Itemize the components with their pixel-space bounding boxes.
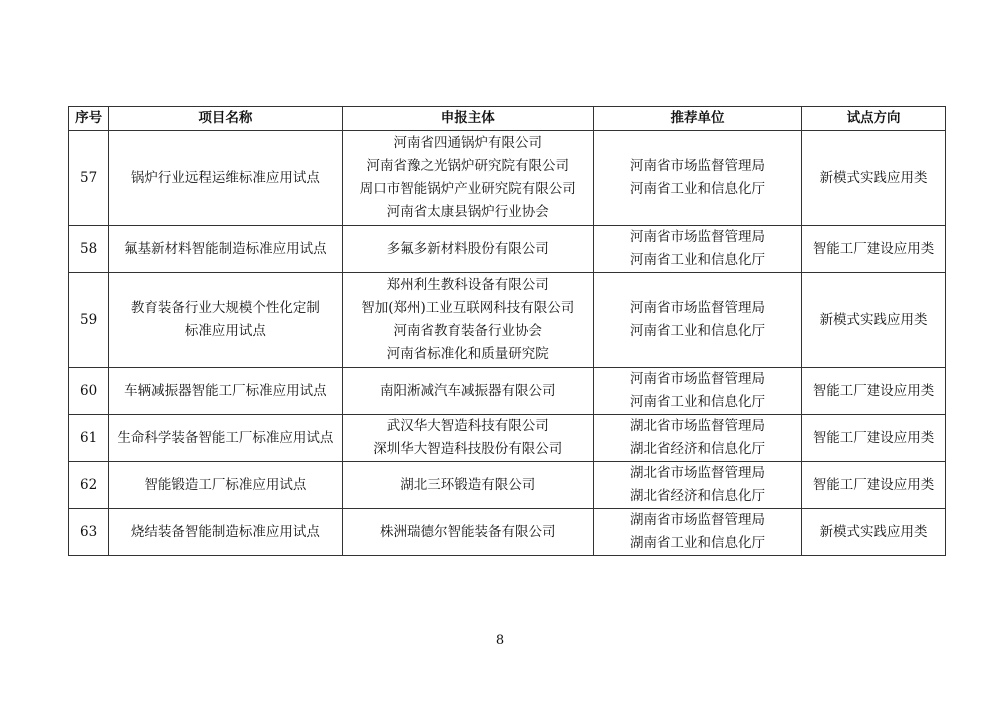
cell-project-name-line: 生命科学装备智能工厂标准应用试点 (117, 429, 334, 446)
cell-project-name (109, 415, 342, 462)
cell-recommending-unit-line: 河南省市场监督管理局 (630, 158, 766, 174)
table-row (69, 368, 946, 415)
cell-pilot-direction: 智能工厂建设应用类 (802, 226, 946, 273)
cell-serial-number: 63 (69, 509, 109, 556)
cell-applicant-line: 河南省标准化和质量研究院 (386, 346, 549, 362)
cell-recommending-unit-line: 河南省工业和信息化厅 (630, 181, 766, 197)
cell-serial-number: 57 (69, 131, 109, 226)
cell-applicant-line: 河南省教育装备行业协会 (393, 323, 542, 339)
cell-serial-number: 62 (69, 462, 109, 509)
header-recommending-unit: 推荐单位 (593, 107, 801, 131)
cell-recommending-unit (593, 226, 801, 273)
cell-applicant-line: 周口市智能锅炉产业研究院有限公司 (359, 181, 576, 197)
cell-project-name-line: 烧结装备智能制造标准应用试点 (130, 523, 320, 540)
header-applicant: 申报主体 (342, 107, 593, 131)
cell-recommending-unit (593, 509, 801, 556)
cell-applicant-line: 深圳华大智造科技股份有限公司 (373, 441, 563, 457)
cell-recommending-unit-line: 湖北省经济和信息化厅 (630, 488, 766, 504)
pilot-projects-table (68, 106, 946, 556)
table-row (69, 462, 946, 509)
cell-recommending-unit-line: 河南省市场监督管理局 (630, 229, 766, 245)
cell-applicant-line: 河南省豫之光锅炉研究院有限公司 (366, 158, 569, 174)
cell-project-name-line: 车辆减振器智能工厂标准应用试点 (124, 382, 327, 399)
cell-recommending-unit-line: 河南省工业和信息化厅 (630, 394, 766, 410)
cell-applicant (342, 415, 593, 462)
cell-project-name (109, 509, 342, 556)
cell-pilot-direction: 新模式实践应用类 (802, 131, 946, 226)
cell-recommending-unit-line: 河南省市场监督管理局 (630, 300, 766, 316)
page-number: 8 (495, 633, 505, 648)
cell-applicant (342, 368, 593, 415)
cell-project-name (109, 368, 342, 415)
cell-applicant-line: 智加(郑州)工业互联网科技有限公司 (361, 300, 575, 316)
cell-serial-number: 60 (69, 368, 109, 415)
table-row (69, 509, 946, 556)
header-project-name: 项目名称 (109, 107, 342, 131)
cell-applicant-line: 河南省太康县锅炉行业协会 (386, 204, 549, 220)
cell-recommending-unit-line: 河南省工业和信息化厅 (630, 323, 766, 339)
cell-project-name-line: 标准应用试点 (184, 323, 266, 339)
cell-serial-number: 58 (69, 226, 109, 273)
header-serial-number: 序号 (69, 107, 109, 131)
cell-applicant (342, 226, 593, 273)
cell-recommending-unit (593, 415, 801, 462)
table-row (69, 131, 946, 226)
table-row (69, 226, 946, 273)
cell-recommending-unit (593, 273, 801, 368)
cell-applicant-line: 南阳淅减汽车减振器有限公司 (380, 382, 556, 399)
cell-recommending-unit-line: 湖南省工业和信息化厅 (630, 535, 766, 551)
cell-recommending-unit-line: 湖北省市场监督管理局 (630, 465, 766, 481)
cell-applicant-line: 河南省四通锅炉有限公司 (393, 135, 542, 151)
cell-pilot-direction: 智能工厂建设应用类 (802, 368, 946, 415)
cell-applicant-line: 株洲瑞德尔智能装备有限公司 (380, 523, 556, 540)
cell-serial-number: 59 (69, 273, 109, 368)
cell-project-name-line: 智能锻造工厂标准应用试点 (144, 476, 307, 493)
cell-applicant-line: 多氟多新材料股份有限公司 (386, 240, 549, 257)
cell-project-name-line: 氟基新材料智能制造标准应用试点 (124, 240, 327, 257)
cell-applicant-line: 郑州利生教科设备有限公司 (386, 277, 549, 293)
cell-applicant-line: 湖北三环锻造有限公司 (400, 476, 536, 493)
cell-recommending-unit (593, 462, 801, 509)
cell-pilot-direction: 智能工厂建设应用类 (802, 462, 946, 509)
cell-project-name (109, 131, 342, 226)
cell-serial-number: 61 (69, 415, 109, 462)
table-row (69, 415, 946, 462)
cell-applicant (342, 131, 593, 226)
cell-project-name-line: 教育装备行业大规模个性化定制 (130, 300, 320, 316)
cell-project-name (109, 273, 342, 368)
cell-recommending-unit-line: 河南省市场监督管理局 (630, 371, 766, 387)
cell-recommending-unit (593, 131, 801, 226)
header-pilot-direction: 试点方向 (802, 107, 946, 131)
cell-project-name-line: 锅炉行业远程运维标准应用试点 (130, 169, 320, 186)
cell-project-name (109, 462, 342, 509)
table-header-row (69, 107, 946, 131)
cell-project-name (109, 226, 342, 273)
cell-recommending-unit-line: 河南省工业和信息化厅 (630, 252, 766, 268)
cell-pilot-direction: 新模式实践应用类 (802, 273, 946, 368)
table-body (69, 131, 946, 556)
cell-applicant (342, 462, 593, 509)
cell-applicant (342, 509, 593, 556)
cell-recommending-unit-line: 湖北省市场监督管理局 (630, 418, 766, 434)
cell-applicant-line: 武汉华大智造科技有限公司 (386, 418, 549, 434)
cell-pilot-direction: 新模式实践应用类 (802, 509, 946, 556)
cell-recommending-unit (593, 368, 801, 415)
table-row (69, 273, 946, 368)
cell-pilot-direction: 智能工厂建设应用类 (802, 415, 946, 462)
cell-recommending-unit-line: 湖南省市场监督管理局 (630, 512, 766, 528)
cell-applicant (342, 273, 593, 368)
cell-recommending-unit-line: 湖北省经济和信息化厅 (630, 441, 766, 457)
